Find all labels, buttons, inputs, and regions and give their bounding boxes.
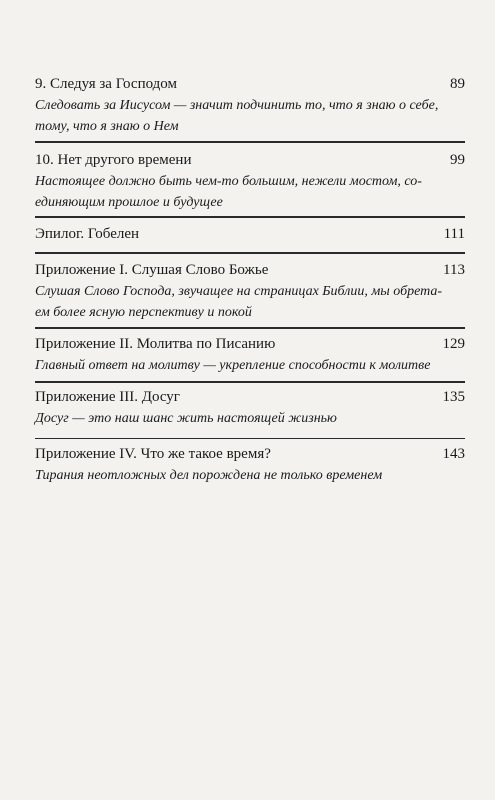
toc-entry <box>35 73 465 137</box>
toc-entry-page: 129 <box>442 336 465 352</box>
toc-entry-page: 143 <box>442 446 465 462</box>
divider <box>35 141 465 143</box>
toc-entry <box>35 223 465 245</box>
divider <box>35 216 465 218</box>
toc-entry <box>35 259 465 323</box>
toc-entry-page: 135 <box>442 389 465 405</box>
toc-entry-page: 89 <box>450 76 465 92</box>
toc-entry-desc-line: Досуг — это наш шанс жить настоящей жизнью <box>35 411 337 426</box>
toc-entry-title: Приложение II. Молитва по Писанию <box>35 336 276 352</box>
toc-entry-title: Приложение III. Досуг <box>35 389 180 405</box>
toc-entry <box>35 386 465 429</box>
toc-entry-page: 113 <box>443 262 465 278</box>
toc-entry <box>35 443 465 486</box>
divider <box>35 438 465 439</box>
toc-entry-title: Эпилог. Гобелен <box>35 226 140 242</box>
toc-entry-desc-line: Следовать за Иисусом — значит подчинить то, что я знаю о себе, <box>35 98 439 113</box>
toc-entry-title: Приложение IV. Что же такое время? <box>35 446 271 462</box>
toc-entry-title: 10. Нет другого времени <box>35 152 192 168</box>
toc-entry-desc-line: Главный ответ на молитву — укрепление способности к молитве <box>35 358 431 373</box>
divider <box>35 327 465 329</box>
toc-entry-desc-line: Слушая Слово Господа, звучащее на страницах Библии, мы обрета- <box>35 284 443 299</box>
toc-entry-page: 111 <box>443 226 465 242</box>
toc-entry-desc-line: единяющим прошлое и будущее <box>35 195 223 210</box>
toc-entry-page: 99 <box>450 152 465 168</box>
toc-entry-desc-line: ем более ясную перспективу и покой <box>35 305 252 320</box>
toc-entry-desc-line: Настоящее должно быть чем-то большим, нежели мостом, со- <box>35 174 422 189</box>
divider <box>35 252 465 254</box>
divider <box>35 381 465 383</box>
toc-entry-title: 9. Следуя за Господом <box>35 76 178 92</box>
toc-entry-desc-line: Тирания неотложных дел порождена не только временем <box>35 468 383 483</box>
toc-entry-title: Приложение I. Слушая Слово Божье <box>35 262 269 278</box>
toc-entry-desc-line: тому, что я знаю о Нем <box>35 119 179 134</box>
toc-entry <box>35 333 465 376</box>
toc-entry <box>35 149 465 213</box>
